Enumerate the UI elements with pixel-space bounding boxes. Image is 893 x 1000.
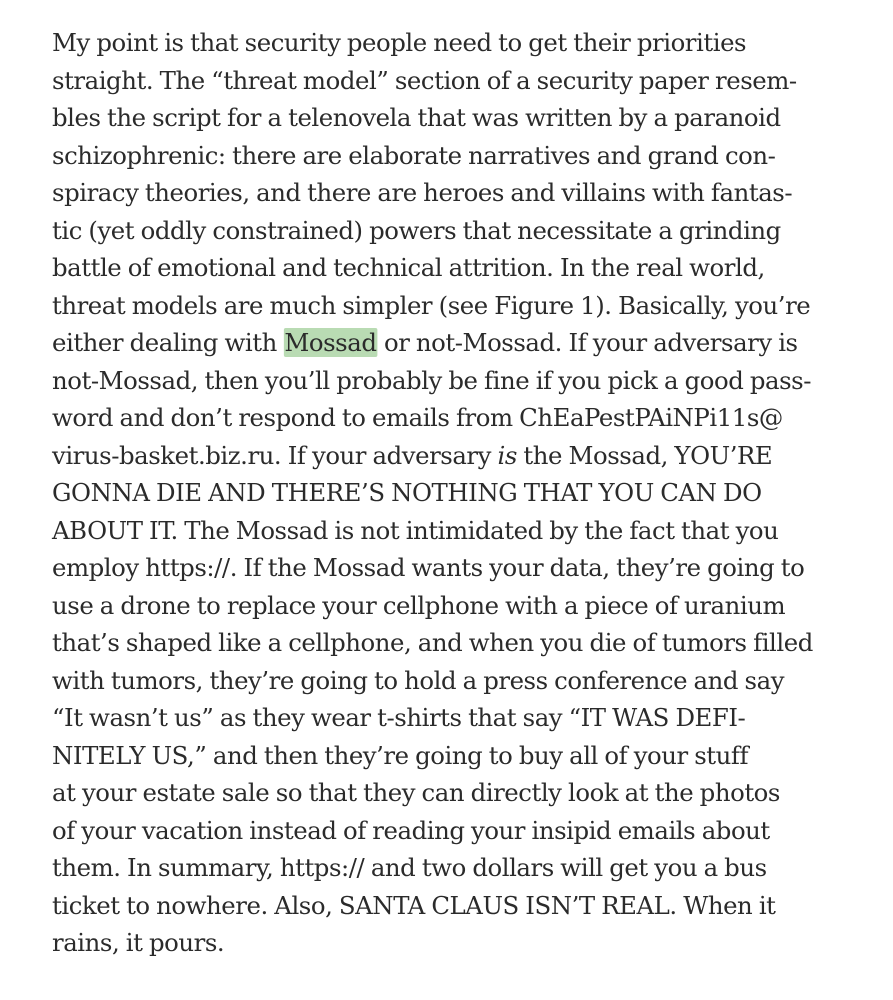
text-line [52,212,858,250]
text-line [52,774,858,812]
text-line [52,512,858,550]
text-line [52,587,858,625]
text-line [52,99,858,137]
text-line [52,812,858,850]
text-line [52,24,858,62]
text-line [52,924,858,962]
text-run: My point is that security people need to get their priorities [52,28,747,57]
text-line [52,662,858,700]
text-run: word and don’t respond to emails from ChEaPestPAiNPi11s@ [52,403,783,432]
text-run: them. In summary, https:// and two dollars will get you a bus [52,853,767,882]
text-run: at your estate sale so that they can directly look at the photos [52,778,780,807]
text-run: of your vacation instead of reading your insipid emails about [52,815,770,845]
text-line [52,399,858,437]
text-line [52,549,858,587]
text-run: bles the script for a telenovela that was written by a paranoid [52,103,781,132]
text-line [52,324,858,362]
text-line [52,699,858,737]
italic-word: is [497,440,517,470]
text-run: ABOUT IT. The Mossad is not intimidated by the fact that you [52,515,779,545]
text-run: the Mossad, YOU’RE [516,440,773,470]
text-line [52,474,858,512]
highlighted-word[interactable]: Mossad [284,328,377,357]
text-line [52,362,858,400]
text-run: or not-Mossad. If your adversary is [377,328,798,357]
text-run: spiracy theories, and there are heroes and villains with fantas- [52,178,793,207]
text-run: not-Mossad, then you’ll probably be fine if you pick a good pass- [52,365,812,395]
text-run: threat models are much simpler (see Figure 1). Basically, you’re [52,290,811,320]
text-run: “It wasn’t us” as they wear t-shirts that say “IT WAS DEFI- [52,703,746,732]
text-run: schizophrenic: there are elaborate narratives and grand con- [52,140,776,170]
text-run: use a drone to replace your cellphone with a piece of uranium [52,590,786,620]
text-line [52,737,858,775]
text-line [52,174,858,212]
text-line [52,849,858,887]
cut-off-previous-line [52,0,852,2]
text-line [52,437,858,475]
text-run: with tumors, they’re going to hold a press conference and say [52,665,785,695]
text-line [52,249,858,287]
text-run: employ https://. If the Mossad wants your data, they’re going to [52,553,805,582]
text-run: battle of emotional and technical attrition. In the real world, [52,253,765,282]
text-line [52,62,858,100]
text-line [52,624,858,662]
text-run: virus-basket.biz.ru. If your adversary [52,440,498,470]
text-run: either dealing with [52,328,284,357]
text-run: tic (yet oddly constrained) powers that necessitate a grinding [52,215,781,245]
text-line [52,287,858,325]
text-run: that’s shaped like a cellphone, and when you die of tumors filled [52,628,813,657]
text-run: ticket to nowhere. Also, SANTA CLAUS ISN’T REAL. When it [52,890,776,920]
text-run: straight. The “threat model” section of a security paper resem- [52,65,797,95]
text-run: GONNA DIE AND THERE’S NOTHING THAT YOU CAN DO [52,478,762,507]
text-run: rains, it pours. [52,928,225,957]
text-line [52,137,858,175]
body-paragraph [52,24,862,962]
text-line [52,887,858,925]
text-run: NITELY US,” and then they’re going to buy all of your stuff [52,740,749,770]
